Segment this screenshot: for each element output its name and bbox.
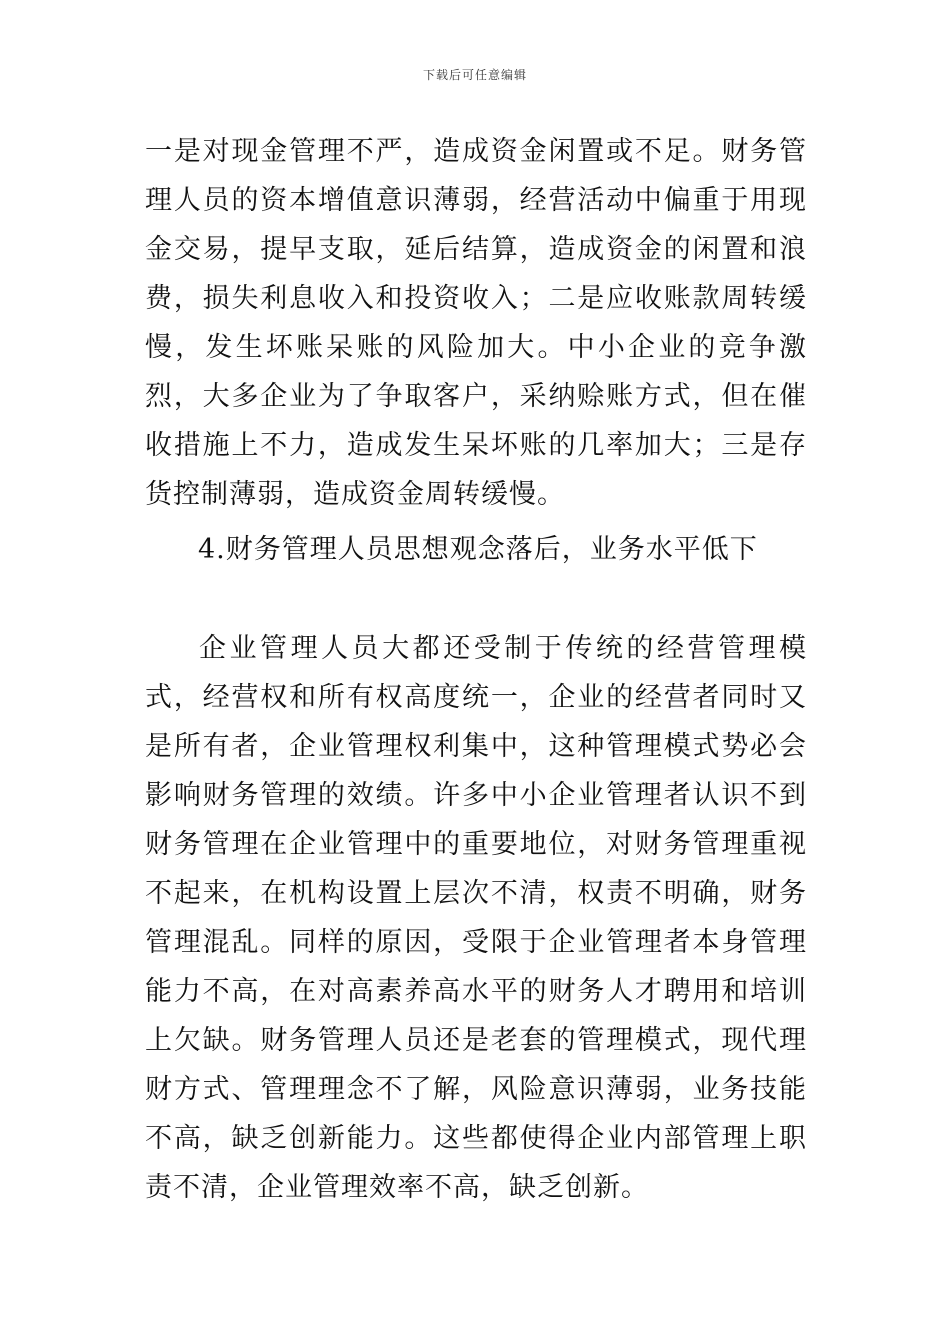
- page-header-note: 下载后可任意编辑: [422, 68, 527, 82]
- section-heading-4: 4.财务管理人员思想观念落后，业务水平低下: [198, 534, 758, 565]
- body-paragraph-1: 一是对现金管理不严，造成资金闲置或不足。财务管理人员的资本增值意识薄弱，经营活动中偏重于用现金交易，提早支取，延后结算，造成资金的闲置和浪费，损失利息收入和投资收入；二是应收账款周转缓慢，发生坏账呆账的风险加大。中小企业的竞争激烈，大多企业为了争取客户，采纳赊账方式，但在催收措施上不力，造成发生呆坏账的几率加大；三是存货控制薄弱，造成资金周转缓慢。: [145, 136, 807, 510]
- body-paragraph-2: 企业管理人员大都还受制于传统的经营管理模式，经营权和所有权高度统一，企业的经营者同时又是所有者，企业管理权利集中，这种管理模式势必会影响财务管理的效绩。许多中小企业管理者认识不到财务管理在企业管理中的重要地位，对财务管理重视不起来，在机构设置上层次不清，权责不明确，财务管理混乱。同样的原因，受限于企业管理者本身管理能力不高，在对高素养高水平的财务人才聘用和培训上欠缺。财务管理人员还是老套的管理模式，现代理财方式、管理理念不了解，风险意识薄弱，业务技能不高，缺乏创新能力。这些都使得企业内部管理上职责不清，企业管理效率不高，缺乏创新。: [145, 633, 807, 1203]
